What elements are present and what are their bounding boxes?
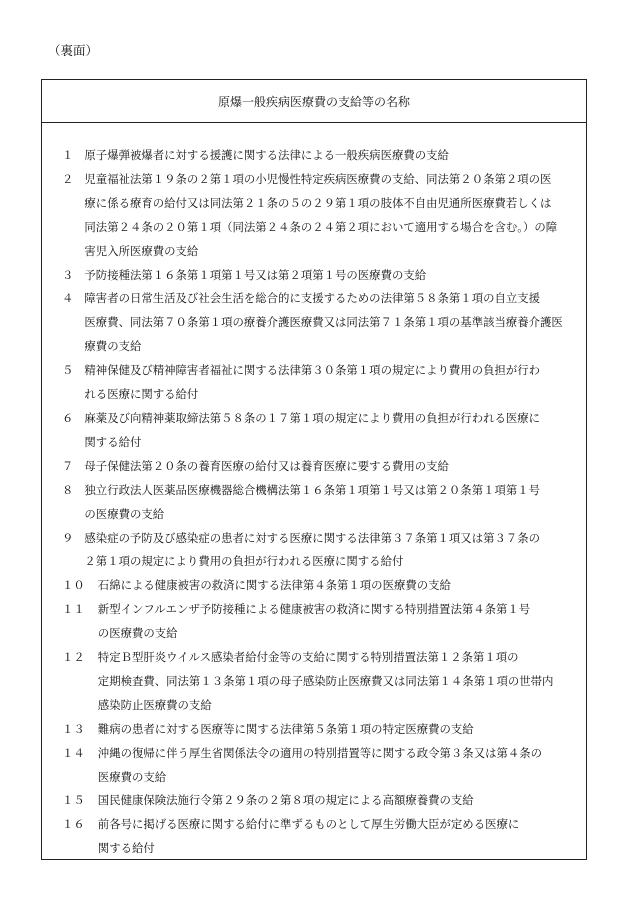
list-item <box>62 813 578 861</box>
item-text <box>84 264 578 288</box>
item-text <box>84 527 578 575</box>
list-item <box>62 479 578 527</box>
item-text-line: の医療費の支給 <box>84 506 165 521</box>
item-text-line: 関する給付 <box>84 434 142 449</box>
item-number: ２ <box>62 171 74 186</box>
item-number: １４ <box>62 745 85 760</box>
item-number: ８ <box>62 482 74 497</box>
item-text-line: 医療費、同法第７０条第１項の療養介護医療費又は同法第７１条第１項の基準該当療養介護医 <box>84 315 563 330</box>
item-number: １６ <box>62 817 85 832</box>
item-text-line: 感染防止医療費の支給 <box>97 697 212 712</box>
item-text-line: 療に係る療育の給付又は同法第２１条の５の２９第１項の肢体不自由児通所医療費若しくは <box>84 195 552 210</box>
list-item <box>62 264 578 288</box>
item-text-line: 独立行政法人医薬品医療機器総合機構法第１６条第１項第１号又は第２０条第１項第１号 <box>84 482 541 497</box>
item-text-line: の医療費の支給 <box>97 626 178 641</box>
item-number: ４ <box>62 291 74 306</box>
item-number: １１ <box>62 602 85 617</box>
item-number: ７ <box>62 458 74 473</box>
page-label: （裏面） <box>48 43 99 58</box>
item-text-line: 障害者の日常生活及び社会生活を総合的に支援するための法律第５８条第１項の自立支援 <box>84 291 541 306</box>
item-text-line: 沖縄の復帰に伴う厚生省関係法令の適用の特別措置等に関する政令第３条又は第４条の <box>97 745 543 760</box>
item-text-line: 定期検査費、同法第１３条第１項の母子感染防止医療費又は同法第１４条第１項の世帯内 <box>97 673 554 688</box>
item-text <box>84 168 578 264</box>
benefit-names-table <box>41 79 587 860</box>
benefit-list <box>42 123 586 861</box>
list-item <box>62 168 578 264</box>
item-text-line: 前各号に掲げる医療に関する給付に準ずるものとして厚生労働大臣が定める医療に <box>97 817 520 832</box>
list-item <box>62 574 578 598</box>
item-text <box>98 742 578 790</box>
item-text-line: 麻薬及び向精神薬取締法第５８条の１７第１項の規定により費用の負担が行われる医療に <box>84 410 541 425</box>
item-number: ５ <box>62 363 74 378</box>
item-text <box>84 144 578 168</box>
item-text <box>98 813 578 861</box>
item-number: １５ <box>62 793 85 808</box>
list-item <box>62 144 578 168</box>
item-text-line: 療費の支給 <box>84 339 142 354</box>
item-text-line: 精神保健及び精神障害者福祉に関する法律第３０条第１項の規定により費用の負担が行わ <box>84 363 541 378</box>
item-number: １ <box>62 148 74 162</box>
item-text-line: 感染症の予防及び感染症の患者に対する医療に関する法律第３７条第１項又は第３７条の <box>84 530 541 545</box>
list-item <box>62 598 578 646</box>
item-text-line: ２第１項の規定により費用の負担が行われる医療に関する給付 <box>84 554 404 569</box>
item-text-line: 国民健康保険法施行令第２９条の２第８項の規定による高額療養費の支給 <box>97 793 474 808</box>
item-number: １０ <box>62 578 85 593</box>
item-text <box>98 646 578 718</box>
list-item <box>62 527 578 575</box>
list-item <box>62 789 578 813</box>
item-text-line: 難病の患者に対する医療等に関する法律第５条第１項の特定医療費の支給 <box>97 721 474 736</box>
item-text-line: 母子保健法第２０条の養育医療の給付又は養育医療に要する費用の支給 <box>84 458 449 473</box>
item-text-line: 予防接種法第１６条第１項第１号又は第２項第１号の医療費の支給 <box>84 267 427 282</box>
item-text <box>98 574 578 598</box>
item-text-line: 石綿による健康被害の救済に関する法律第４条第１項の医療費の支給 <box>97 578 451 593</box>
item-text <box>84 287 578 359</box>
list-item <box>62 455 578 479</box>
item-text-line: 児童福祉法第１９条の２第１項の小児慢性特定疾病医療費の支給、同法第２０条第２項の医 <box>84 171 552 186</box>
item-text-line: 医療費の支給 <box>97 769 167 784</box>
item-text-line: れる医療に関する給付 <box>84 387 199 402</box>
item-number: １２ <box>62 650 85 665</box>
item-text <box>98 789 578 813</box>
list-item <box>62 742 578 790</box>
item-text-line: 原子爆弾被爆者に対する援護に関する法律による一般疾病医療費の支給 <box>84 148 449 162</box>
list-item <box>62 287 578 359</box>
item-number: ３ <box>62 267 74 282</box>
list-item <box>62 359 578 407</box>
item-text <box>84 479 578 527</box>
item-text-line: 特定Ｂ型肝炎ウイルス感染者給付金等の支給に関する特別措置法第１２条第１項の <box>97 650 519 665</box>
list-item <box>62 646 578 718</box>
table-header: 原爆一般疾病医療費の支給等の名称 <box>42 80 586 123</box>
item-text <box>84 359 578 407</box>
list-item <box>62 718 578 742</box>
list-item <box>62 407 578 455</box>
item-text <box>84 407 578 455</box>
item-text-line: 関する給付 <box>97 841 155 856</box>
item-number: ９ <box>62 530 74 545</box>
item-number: ６ <box>62 410 74 425</box>
item-text <box>84 455 578 479</box>
item-text <box>98 598 578 646</box>
item-number: １３ <box>62 721 85 736</box>
item-text <box>98 718 578 742</box>
item-text-line: 害児入所医療費の支給 <box>84 243 199 258</box>
item-text-line: 新型インフルエンザ予防接種による健康被害の救済に関する特別措置法第４条第１号 <box>97 602 531 617</box>
item-text-line: 同法第２４条の２０第１項（同法第２４条の２４第２項において適用する場合を含む。）の障 <box>84 219 558 234</box>
